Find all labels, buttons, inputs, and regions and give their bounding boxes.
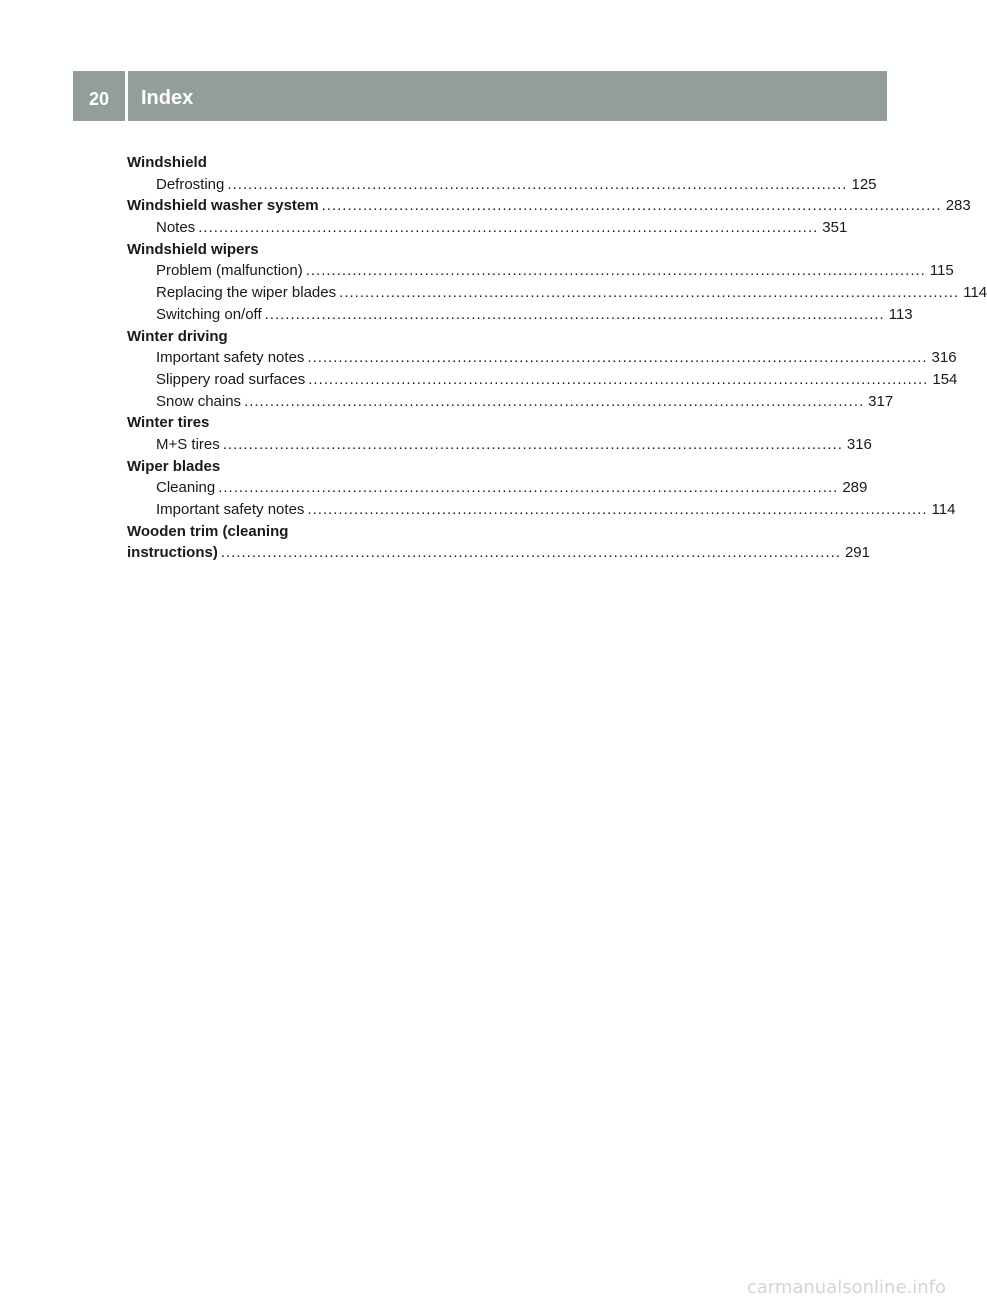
- entry-page-number: 351: [822, 219, 848, 237]
- index-sub-entry: [127, 260, 954, 282]
- entry-text: Problem (malfunction): [156, 262, 303, 280]
- index-sub-entry: [127, 369, 958, 391]
- entry-text: Wooden trim (cleaning: [127, 522, 289, 540]
- entry-text: Windshield: [127, 154, 207, 171]
- index-main-entry: [127, 326, 458, 348]
- entry-text: Winter driving: [127, 327, 228, 345]
- index-sub-entry: [127, 282, 987, 304]
- dot-leader: ........................................................................................................................: [305, 262, 926, 280]
- index-main-entry: [127, 456, 458, 478]
- header-bar: [73, 71, 887, 121]
- entry-page-number: 317: [868, 392, 894, 410]
- entry-page-number: 283: [945, 197, 971, 215]
- entry-text: Winter tires: [127, 414, 210, 432]
- index-sub-entry: [127, 347, 957, 369]
- index-main-entry: [127, 239, 458, 261]
- section-title: Index: [141, 86, 194, 109]
- entry-text: Important safety notes: [156, 501, 305, 518]
- index-sub-entry: [127, 499, 956, 521]
- index-main-entry: [127, 412, 458, 434]
- index-sub-entry: [127, 477, 868, 499]
- index-main-entry: [127, 195, 971, 217]
- entry-text: Windshield washer system: [127, 197, 319, 215]
- index-sub-entry: [127, 434, 872, 456]
- index-sub-entry: [127, 174, 877, 196]
- entry-text: Switching on/off: [156, 305, 262, 323]
- dot-leader: ........................................................................................................................: [244, 392, 865, 410]
- entry-page-number: 125: [851, 175, 877, 193]
- index-sub-entry: [127, 391, 894, 413]
- entry-text: Notes: [156, 219, 196, 237]
- entry-page-number: 316: [846, 435, 872, 453]
- dot-leader: ........................................................................................................................: [308, 370, 929, 388]
- entry-text: Cleaning: [156, 479, 216, 497]
- entry-text: Snow chains: [156, 392, 242, 410]
- entry-page-number: 114: [963, 284, 987, 302]
- entry-text: M+S tires: [156, 435, 220, 453]
- dot-leader: ........................................................................................................................: [307, 501, 928, 518]
- entry-page-number: 115: [929, 262, 954, 280]
- page-number: 20: [88, 88, 110, 109]
- dot-leader: ........................................................................................................................: [264, 305, 885, 323]
- entry-page-number: 113: [888, 305, 913, 323]
- entry-page-number: 291: [844, 544, 870, 562]
- entry-text: Wiper blades: [127, 457, 221, 475]
- header-divider: [125, 71, 128, 121]
- entry-text: Replacing the wiper blades: [156, 284, 337, 302]
- dot-leader: ........................................................................................................................: [307, 349, 928, 367]
- dot-leader: ........................................................................................................................: [218, 479, 839, 497]
- entry-text: Important safety notes: [156, 349, 305, 367]
- index-sub-entry: [127, 217, 848, 239]
- index-main-entry: [127, 521, 458, 543]
- dot-leader: ........................................................................................................................: [339, 284, 960, 302]
- entry-page-number: 289: [842, 479, 868, 497]
- entry-text: Slippery road surfaces: [156, 370, 306, 388]
- dot-leader: ........................................................................................................................: [198, 219, 819, 237]
- index-sub-entry: [127, 304, 913, 326]
- dot-leader: ........................................................................................................................: [220, 544, 841, 562]
- dot-leader: ........................................................................................................................: [321, 197, 942, 215]
- index-main-entry: [127, 542, 870, 564]
- index-list: [127, 152, 987, 564]
- entry-text: Windshield wipers: [127, 240, 259, 258]
- index-main-entry: [127, 152, 458, 174]
- dot-leader: ........................................................................................................................: [227, 175, 848, 193]
- entry-page-number: 114: [931, 501, 956, 518]
- entry-text: instructions): [127, 544, 218, 562]
- entry-page-number: 154: [932, 370, 958, 388]
- entry-text: Defrosting: [156, 175, 225, 193]
- dot-leader: ........................................................................................................................: [222, 435, 843, 453]
- watermark: carmanualsonline.info: [746, 1277, 946, 1298]
- entry-page-number: 316: [931, 349, 957, 367]
